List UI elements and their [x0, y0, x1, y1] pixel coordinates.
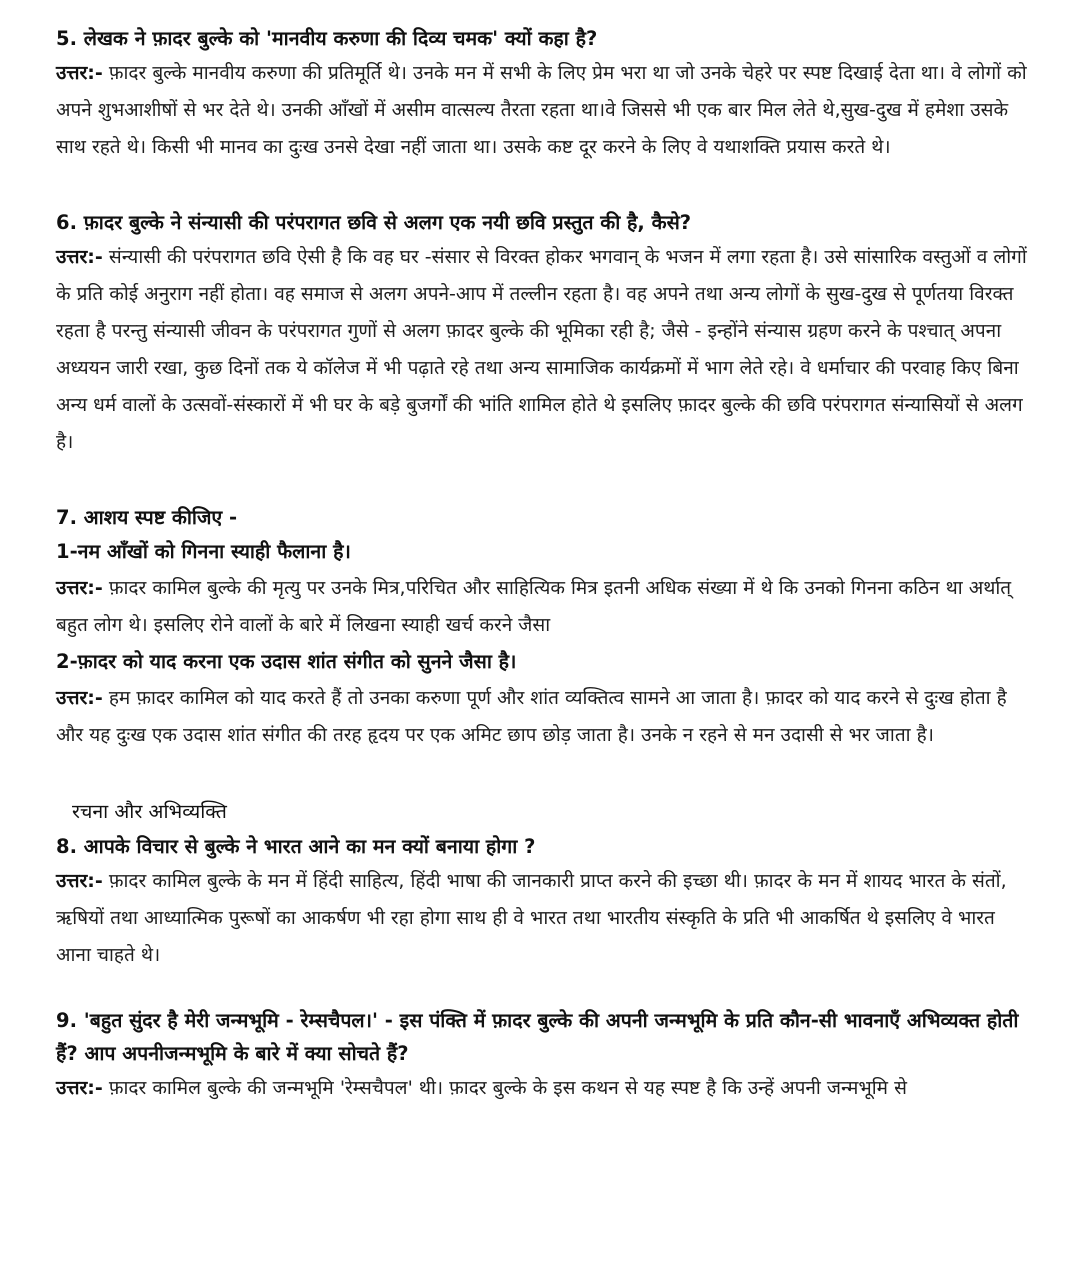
question-9-text: 9. 'बहुत सुंदर है मेरी जन्मभूमि - रेम्सचैपल।' - इस पंक्ति में फ़ादर बुल्के की अपनी जन्मभूमि के प्रति कौन-सी भावनाएँ अभिव्यक्त होती हैं? आप अपनीजन्मभूमि के बारे में क्या सोचते हैं? [56, 1009, 1019, 1065]
question-block-8 [56, 830, 1029, 974]
answer-5-text: फ़ादर बुल्के मानवीय करुणा की प्रतिमूर्ति थे। उनके मन में सभी के लिए प्रेम भरा था जो उनके चेहरे पर स्पष्ट दिखाई देता था। वे लोगों को अपने शुभआशीषों से भर देते थे। उनकी आँखों में असीम वात्सल्य तैरता रहता था।वे जिससे भी एक बार मिल लेते थे,सुख-दुख में हमेशा उसके साथ रहते थे। किसी भी मानव का दुःख उनसे देखा नहीं जाता था। उसके कष्ट दूर करने के लिए वे यथाशक्ति प्रयास करते थे। [56, 62, 1027, 158]
question-block-7 [56, 501, 1029, 754]
answer-label: उत्तर:- [56, 870, 103, 892]
answer-7-2-text: हम फ़ादर कामिल को याद करते हैं तो उनका करुणा पूर्ण और शांत व्यक्तित्व सामने आ जाता है। फ़ादर को याद करने से दुःख होता है और यह दुःख एक उदास शांत संगीत की तरह हृदय पर एक अमिट छाप छोड़ जाता है। उनके न रहने से मन उदासी से भर जाता है। [56, 687, 1007, 746]
answer-9 [56, 1070, 1029, 1107]
question-7-sub-1: 1-नम आँखों को गिनना स्याही फैलाना है। [56, 540, 351, 563]
question-block-5 [56, 22, 1029, 166]
question-6-text: 6. फ़ादर बुल्के ने संन्यासी की परंपरागत छवि से अलग एक नयी छवि प्रस्तुत की है, कैसे? [56, 211, 692, 234]
question-block-9 [56, 1004, 1029, 1107]
answer-8-text: फ़ादर कामिल बुल्के के मन में हिंदी साहित्य, हिंदी भाषा की जानकारी प्राप्त करने की इच्छा थी। फ़ादर के मन में शायद भारत के संतों, ऋषियों तथा आध्यात्मिक पुरूषों का आकर्षण भी रहा होगा साथ ही वे भारत तथा भारतीय संस्कृति के प्रति भी आकर्षित थे इसलिए वे भारत आना चाहते थे। [56, 870, 1007, 966]
answer-5 [56, 55, 1029, 166]
question-7-sub-2: 2-फ़ादर को याद करना एक उदास शांत संगीत को सुनने जैसा है। [56, 650, 517, 673]
answer-6-text: संन्यासी की परंपरागत छवि ऐसी है कि वह घर -संसार से विरक्त होकर भगवान् के भजन में लगा रहता है। उसे सांसारिक वस्तुओं व लोगों के प्रति कोई अनुराग नहीं होता। वह समाज से अलग अपने-आप में तल्लीन रहता है। वह अपने तथा अन्य लोगों के सुख-दुख से पूर्णतया विरक्त रहता है परन्तु संन्यासी जीवन के परंपरागत गुणों से अलग फ़ादर बुल्के की भूमिका रही है; जैसे - इन्होंने संन्यास ग्रहण करने के पश्चात् अपना अध्ययन जारी रखा, कुछ दिनों तक ये कॉलेज में भी पढ़ाते रहे तथा अन्य सामाजिक कार्यक्रमों में भाग लेते रहे। वे धर्माचार की परवाह किए बिना अन्य धर्म वालों के उत्सवों-संस्कारों में भी घर के बड़े बुजर्गों की भांति शामिल होते थे इसलिए फ़ादर बुल्के की छवि परंपरागत संन्यासियों से अलग है। [56, 246, 1027, 453]
answer-label: उत्तर:- [56, 62, 103, 84]
section-heading: रचना और अभिव्यक्ति [72, 800, 227, 823]
answer-label: उत्तर:- [56, 577, 103, 599]
question-block-6 [56, 206, 1029, 461]
question-8-text: 8. आपके विचार से बुल्के ने भारत आने का मन क्यों बनाया होगा ? [56, 835, 536, 858]
question-7-text: 7. आशय स्पष्ट कीजिए - [56, 506, 238, 529]
answer-label: उत्तर:- [56, 246, 103, 268]
answer-9-text: फ़ादर कामिल बुल्के की जन्मभूमि 'रेम्सचैपल' थी। फ़ादर बुल्के के इस कथन से यह स्पष्ट है कि उन्हें अपनी जन्मभूमि से [108, 1077, 907, 1099]
answer-8 [56, 863, 1029, 974]
answer-label: उत्तर:- [56, 687, 103, 709]
answer-7-1 [56, 570, 1029, 644]
answer-7-1-text: फ़ादर कामिल बुल्के की मृत्यु पर उनके मित्र,परिचित और साहित्यिक मित्र इतनी अधिक संख्या में थे कि उनको गिनना कठिन था अर्थात् बहुत लोग थे। इसलिए रोने वालों के बारे में लिखना स्याही खर्च करने जैसा [56, 577, 1012, 636]
answer-6 [56, 239, 1029, 461]
question-5-text: 5. लेखक ने फ़ादर बुल्के को 'मानवीय करुणा की दिव्य चमक' क्यों कहा है? [56, 27, 598, 50]
answer-7-2 [56, 680, 1029, 754]
answer-label: उत्तर:- [56, 1077, 103, 1099]
